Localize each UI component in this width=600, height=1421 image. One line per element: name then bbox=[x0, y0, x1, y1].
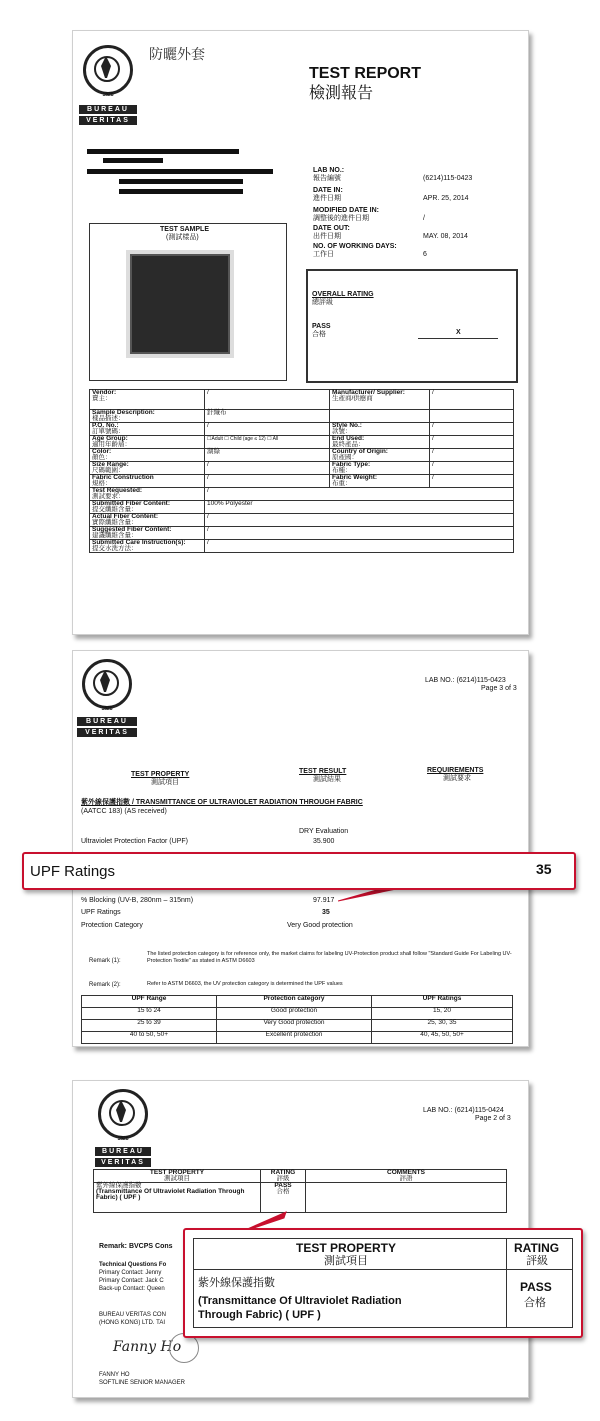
col-test-property: TEST PROPERTY bbox=[131, 771, 190, 778]
test-method: (AATCC 183) (AS received) bbox=[81, 808, 167, 815]
test-sample-box: TEST SAMPLE (測試樣品) bbox=[89, 223, 287, 381]
redacted-address bbox=[119, 189, 243, 194]
report-page-3: 1828 BUREAU VERITAS LAB NO.: (6214)115-0424 Page 2 of 3 TEST PROPERTY 測試項目 RATING 評級 COMMENTS 評語 紫外線保護指數 (Transmittance Of Ultraviolet Radiation Through Fabric) ( UPF ) PASS 合格 Remark: BVCPS Cons Technical Questions Fo Primary Contact: Jenny Primary Contact: Jack C Back-up Contact: Queen BUREAU VERITAS CON (HONG KONG) LTD. TAI Fanny Ho FANNY HO SOFTLINE SENIOR MANAGER bbox=[72, 1080, 529, 1398]
bureau-veritas-logo: 1828 BUREAU VERITAS bbox=[77, 659, 137, 737]
redacted-address bbox=[103, 158, 163, 163]
ratings-value: 35 bbox=[322, 909, 330, 916]
redacted-address bbox=[87, 169, 273, 174]
signature: Fanny Ho bbox=[113, 1339, 182, 1355]
bureau-veritas-logo: 1828 BUREAU VERITAS bbox=[79, 45, 137, 125]
bureau-veritas-logo: 1828 BUREAU VERITAS bbox=[95, 1089, 151, 1167]
ratings-label: UPF Ratings bbox=[81, 909, 121, 916]
category-label: Protection Category bbox=[81, 922, 143, 929]
page-number: Page 3 of 3 bbox=[481, 685, 517, 692]
rating-table: TEST PROPERTY 測試項目 RATING 評級 COMMENTS 評語 紫外線保護指數 (Transmittance Of Ultraviolet Radiation Through Fabric) ( UPF ) PASS 合格 bbox=[93, 1169, 507, 1213]
report-title: TEST REPORT bbox=[309, 65, 422, 82]
lab-number: LAB NO.: (6214)115-0424 bbox=[423, 1107, 504, 1114]
blocking-value: 97.917 bbox=[313, 897, 335, 904]
upf-ratings-callout: UPF Ratings 35 bbox=[22, 852, 576, 890]
remark-1: The listed protection category is for reference only, the market claims for labeling UV-Protection product shall follow "Standard Guide For Labeling UV-Protection Textile" as stated in ASTM D6603 bbox=[147, 951, 512, 964]
report-title-zh: 檢測報告 bbox=[309, 85, 374, 102]
lab-number: LAB NO.: (6214)115-0423 bbox=[425, 677, 506, 684]
handwritten-note: 防曬外套 bbox=[149, 47, 205, 63]
signer-title: SOFTLINE SENIOR MANAGER bbox=[99, 1380, 186, 1386]
redacted-address bbox=[119, 179, 243, 184]
col-requirements: REQUIREMENTS bbox=[427, 767, 484, 774]
report-page-1: 1828 BUREAU VERITAS 防曬外套 TEST REPORT 檢測報告 LAB NO.: 報告編號 (6214)115-0423 DATE IN: 進件日期 APR. 25, 2014 MODIFIED DATE IN: 調整後的進件日期 / DATE OUT: 出件日期 MAY. 08, 2014 NO. OF WORKING DAYS: 工作日 6 TEST SAMPLE (測試樣品) OVERALL RATING 總評級 PASS 合格 X Vendor: 賣主： / Manufacturer/ Supplier: 生產商/供應商 / Sample Description: 樣品描述： 針織布 P.O. No.: 訂單號碼： / Style No.: 款號： / Age Group: 適用年齡層： ☐Adult ☐ Child (age ≤ 12) ☐ All End Used: 最終產品： / Color: 顏色： 湖綠 Country of Origin: 原產國： / Size Range: 尺碼範圍： / Fabric Type: 布種： / Fabric Construction 規格： / Fabric Weight: 布重： / Test Requested: 測試要求： / Submitted Fiber Content: 提交纖維含量： 100% Polyester Actual Fiber Content: 實際纖維含量： / Suggested Fiber Content: 建議纖維含量： / Submitted Care Instruction(s): 提交水洗方法： / bbox=[72, 30, 529, 635]
rating-callout: TEST PROPERTY 測試項目 RATING 評級 紫外線保護指數 (Transmittance Of Ultraviolet Radiation Through Fabric) ( UPF ) PASS 合格 bbox=[183, 1228, 583, 1338]
overall-rating-box: OVERALL RATING 總評級 PASS 合格 X bbox=[306, 269, 518, 383]
sample-info-table: Vendor: 賣主： / Manufacturer/ Supplier: 生產商/供應商 / Sample Description: 樣品描述： 針織布 P.O. No.: 訂單號碼： / Style No.: 款號： / Age Group: 適用年齡層： ☐Adult ☐ Child (age ≤ 12) ☐ All End Used: 最終產品： / Color: 顏色： 湖綠 Country of Origin: 原產國： / Size Range: 尺碼範圍： / Fabric Type: 布種： / Fabric Construction 規格： / Fabric Weight: 布重： / Test Requested: 測試要求： / Submitted Fiber Content: 提交纖維含量： 100% Polyester Actual Fiber Content: 實際纖維含量： / Suggested Fiber Content: 建議纖維含量： / Submitted Care Instruction(s): 提交水洗方法： / bbox=[89, 389, 514, 553]
upf-label: Ultraviolet Protection Factor (UPF) bbox=[81, 838, 188, 845]
blocking-label: % Blocking (UV-B, 280nm – 315nm) bbox=[81, 897, 194, 904]
upf-value: 35.900 bbox=[313, 838, 335, 845]
category-value: Very Good protection bbox=[287, 922, 353, 929]
signer-name: FANNY HO bbox=[99, 1372, 130, 1378]
col-test-result: TEST RESULT bbox=[299, 768, 347, 775]
upf-range-table: UPF Range Protection category UPF Ratings 15 to 24 Good protection 15, 20 25 to 39 Very Good protection 25, 30, 35 40 to 50, 50+ Excellent protection 40, 45, 50, 50+ bbox=[81, 995, 513, 1044]
page-number: Page 2 of 3 bbox=[475, 1115, 511, 1122]
report-page-2: 1828 BUREAU VERITAS LAB NO.: (6214)115-0423 Page 3 of 3 TEST PROPERTY 測試項目 TEST RESULT 測試結果 REQUIREMENTS 測試要求 紫外線保護指數 / TRANSMITTANCE OF ULTRAVIOLET RADIATION THROUGH FABRIC (AATCC 183) (AS received) DRY Evaluation Ultraviolet Protection Factor (UPF) 35.900 % Blocking (UV-B, 280nm – 315nm) 97.917 UPF Ratings 35 Protection Category Very Good protection Remark (1): The listed protection category is for reference only, the market claims for labeling UV-Protection product shall follow "Standard Guide For Labeling UV-Protection Textile" as stated in ASTM D6603 Remark (2): Refer to ASTM D6603, the UV protection category is determined the UPF values UPF Range Protection category UPF Ratings 15 to 24 Good protection 15, 20 25 to 39 Very Good protection 25, 30, 35 40 to 50, 50+ Excellent protection 40, 45, 50, 50+ bbox=[72, 650, 529, 1047]
remark-2: Refer to ASTM D6603, the UV protection category is determined the UPF values bbox=[147, 981, 343, 987]
fabric-sample-image bbox=[130, 254, 230, 354]
section-title: 紫外線保護指數 / TRANSMITTANCE OF ULTRAVIOLET RADIATION THROUGH FABRIC bbox=[81, 799, 363, 806]
redacted-address bbox=[87, 149, 239, 154]
